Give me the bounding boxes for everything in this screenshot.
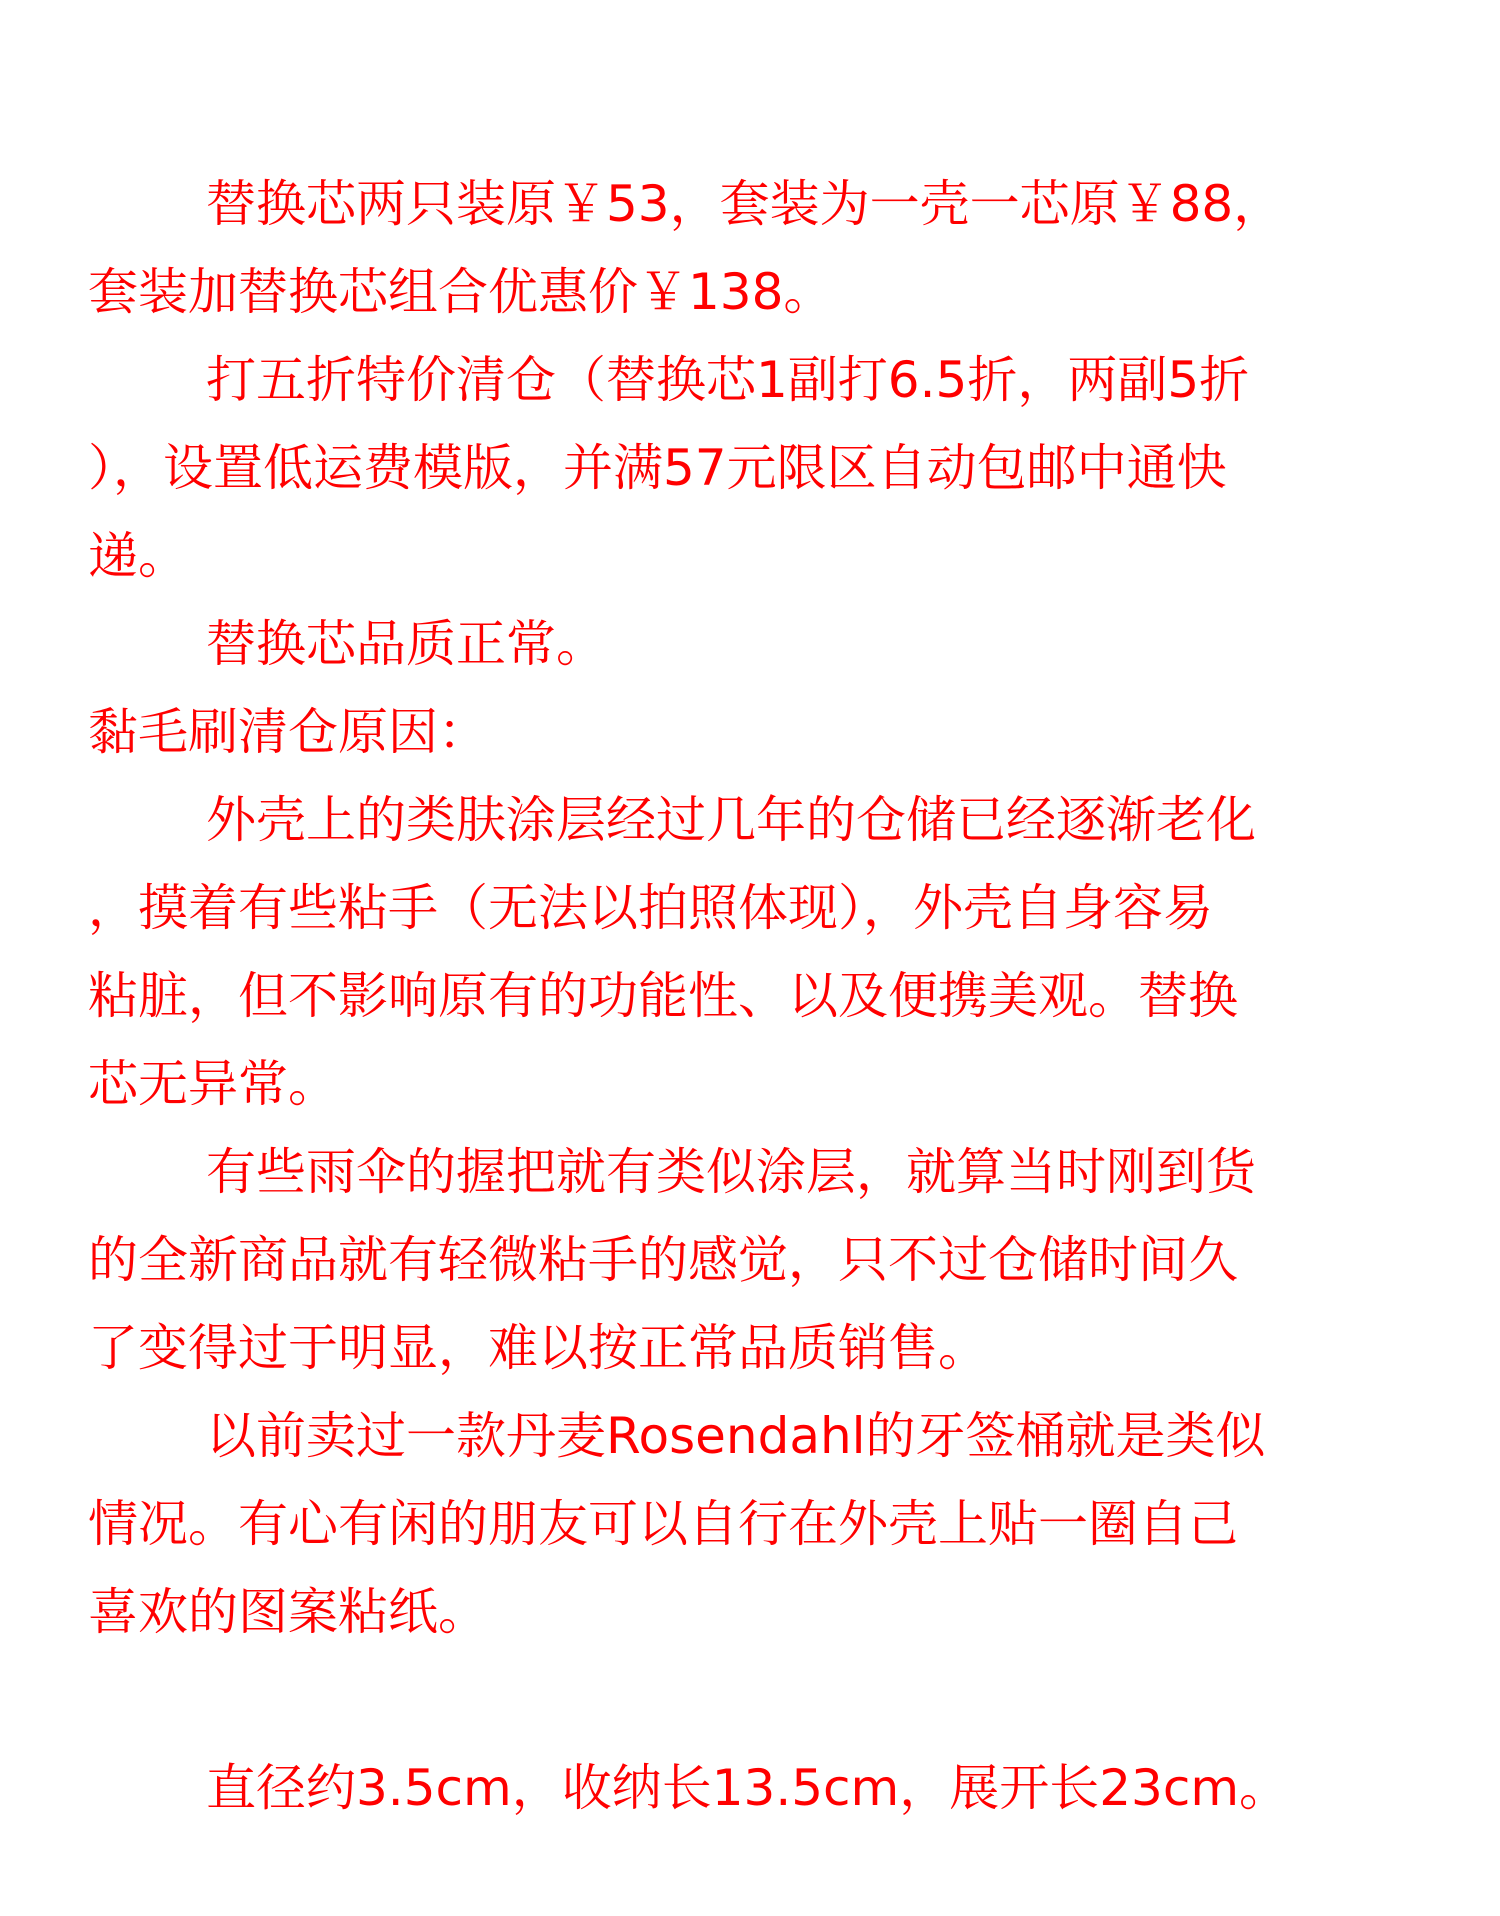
paragraph-line: ），设置低运费模版，并满57元限区自动包邮中通快 — [88, 439, 1227, 497]
section-heading: 黏毛刷清仓原因： — [88, 703, 488, 761]
dimensions-line: 直径约3.5cm，收纳长13.5cm，展开长23cm。 — [206, 1759, 1290, 1817]
paragraph-line: 了变得过于明显，难以按正常品质销售。 — [88, 1319, 988, 1377]
document-body — [88, 160, 1428, 1832]
paragraph-line: 替换芯两只装原￥53，套装为一壳一芯原￥88， — [206, 175, 1284, 233]
paragraph-line: 打五折特价清仓（替换芯1副打6.5折，两副5折 — [206, 351, 1250, 409]
paragraph-line: ，摸着有些粘手（无法以拍照体现），外壳自身容易 — [88, 879, 1213, 937]
paragraph-line: 替换芯品质正常。 — [206, 615, 606, 673]
paragraph-line: 芯无异常。 — [88, 1055, 338, 1113]
paragraph-line: 以前卖过一款丹麦Rosendahl的牙签桶就是类似 — [206, 1407, 1266, 1465]
paragraph-line: 粘脏，但不影响原有的功能性、以及便携美观。替换 — [88, 967, 1238, 1025]
paragraph-line: 套装加替换芯组合优惠价￥138。 — [88, 263, 834, 321]
paragraph-line: 有些雨伞的握把就有类似涂层，就算当时刚到货 — [206, 1143, 1256, 1201]
paragraph-line: 喜欢的图案粘纸。 — [88, 1583, 488, 1641]
paragraph-line: 情况。有心有闲的朋友可以自行在外壳上贴一圈自己 — [88, 1495, 1238, 1553]
paragraph-line: 外壳上的类肤涂层经过几年的仓储已经逐渐老化 — [206, 791, 1256, 849]
blank-line — [88, 1656, 1428, 1744]
paragraph-line: 的全新商品就有轻微粘手的感觉，只不过仓储时间久 — [88, 1231, 1238, 1289]
paragraph-line: 递。 — [88, 527, 188, 585]
